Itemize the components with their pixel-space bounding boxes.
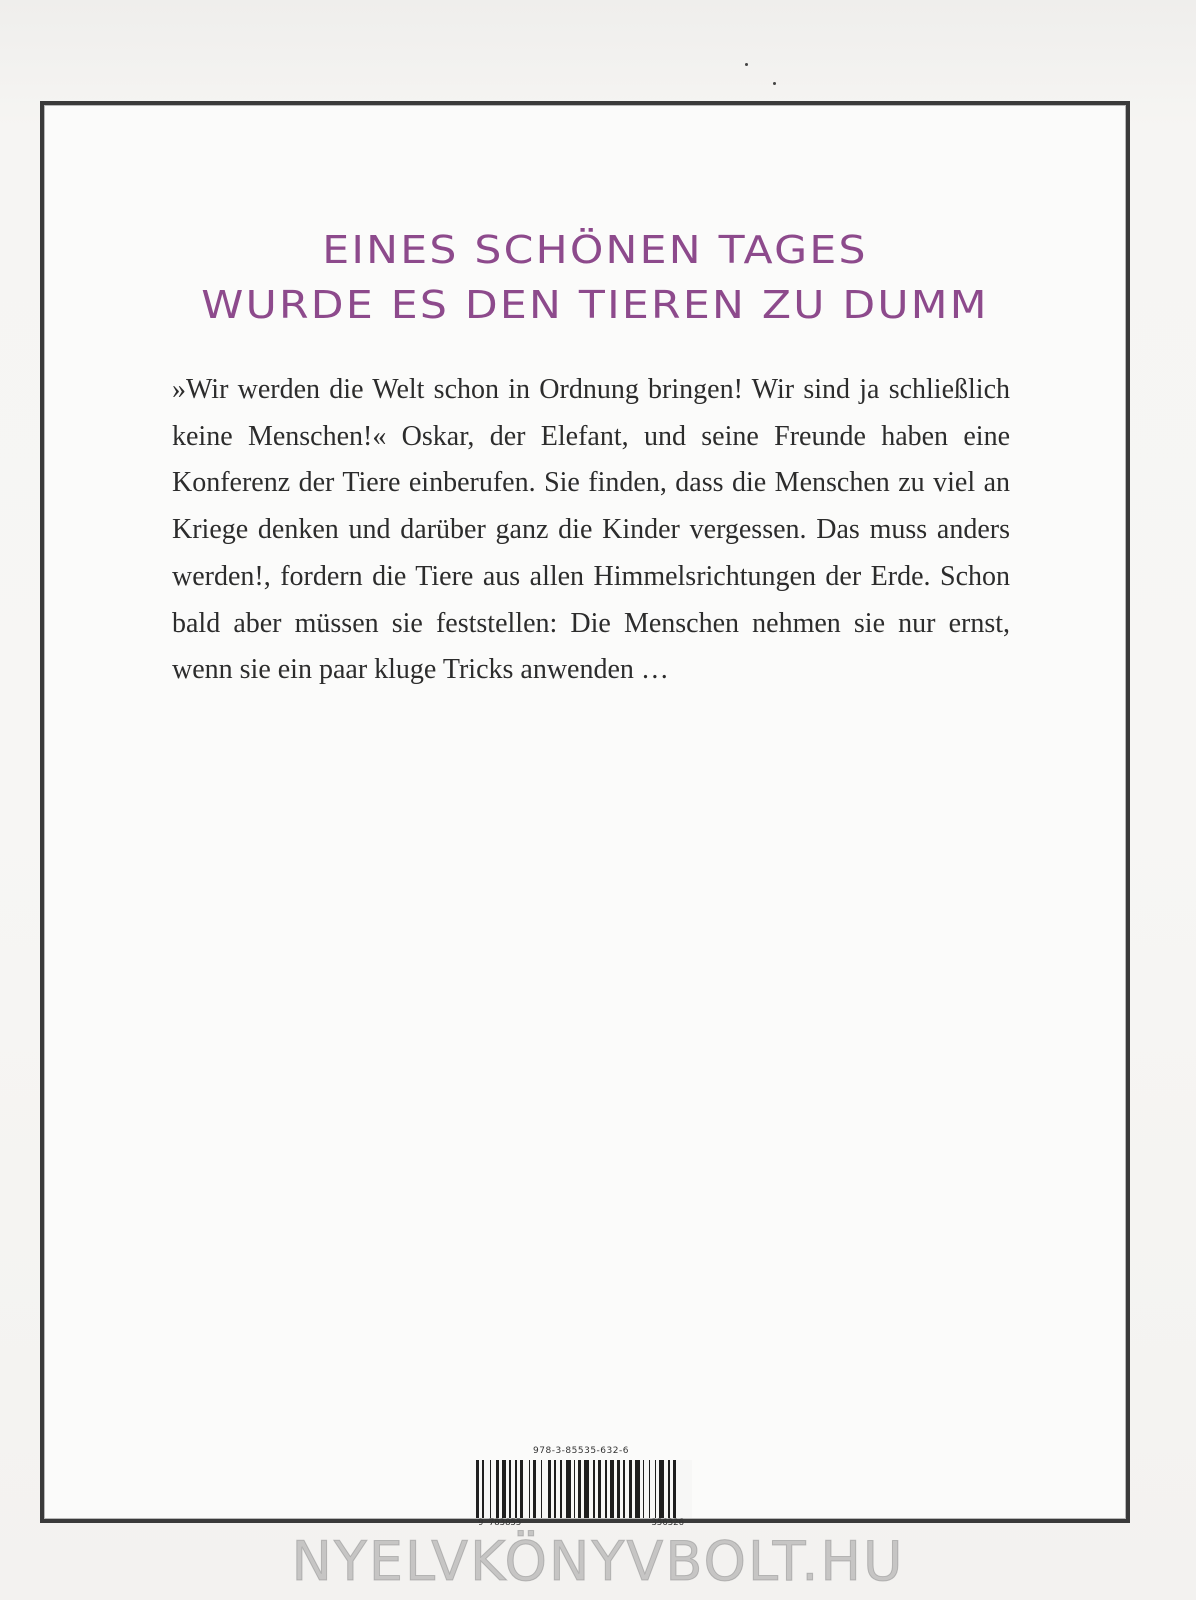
barcode-digits-left: 9 783855 <box>478 1518 522 1528</box>
barcode-bar <box>635 1460 640 1518</box>
barcode-digits <box>470 1518 692 1528</box>
headline-line-2: WURDE ES DEN TIEREN ZU DUMM <box>201 283 989 327</box>
barcode-bar <box>566 1460 571 1518</box>
barcode-bar <box>649 1460 651 1518</box>
headline-line-1: EINES SCHÖNEN TAGES <box>322 228 868 272</box>
barcode-bar <box>509 1460 511 1518</box>
barcode-bar <box>578 1460 581 1518</box>
blurb-text: »Wir werden die Welt schon in Ordnung bringen! Wir sind ja schließlich keine Menschen!« Oskar, der Elefant, und seine Freunde haben eine Konferenz der Tiere einberufen. Sie finden, dass die Menschen zu viel an Kriege denken und darüber ganz die Kinder vergessen. Das muss anders werden!, fordern die Tiere aus allen Himmelsrichtungen der Erde. Schon bald aber müssen sie feststellen: Die Menschen nehmen sie nur ernst, wenn sie ein paar kluge Tricks anwenden … <box>172 374 1010 686</box>
dust-speck <box>745 63 748 66</box>
isbn-number: 978-3-85535-632-6 <box>533 1446 629 1456</box>
barcode-bar <box>593 1460 595 1518</box>
barcode-bar <box>659 1460 664 1518</box>
barcode-bar <box>605 1460 607 1518</box>
barcode-digits-right: 356326 <box>651 1518 684 1528</box>
barcode-bar <box>515 1460 517 1518</box>
barcode-bar <box>482 1460 484 1518</box>
barcode-bar <box>623 1460 625 1518</box>
barcode-bar <box>643 1460 645 1518</box>
barcode-bar <box>673 1460 676 1518</box>
barcode-bar <box>617 1460 620 1518</box>
barcode-bar <box>668 1460 670 1518</box>
barcode-bar <box>598 1460 601 1518</box>
barcode-bar <box>502 1460 507 1518</box>
watermark-text: NYELVKÖNYVBOLT.HU <box>291 1530 905 1593</box>
barcode-bar <box>541 1460 543 1518</box>
barcode-bar <box>574 1460 576 1518</box>
barcode-bar <box>584 1460 589 1518</box>
barcode-bar <box>520 1460 523 1518</box>
barcode-bar <box>548 1460 551 1518</box>
barcode-bar <box>533 1460 536 1518</box>
dust-speck <box>773 82 776 85</box>
barcode-bar <box>560 1460 562 1518</box>
barcode-bar <box>554 1460 556 1518</box>
barcode-bar <box>610 1460 615 1518</box>
barcode-bar <box>476 1460 479 1518</box>
barcode-bars <box>470 1460 692 1518</box>
barcode-bar <box>629 1460 632 1518</box>
barcode-bar <box>496 1460 499 1518</box>
barcode-bar <box>655 1460 657 1518</box>
barcode-bar <box>490 1460 492 1518</box>
barcode-bar <box>529 1460 531 1518</box>
